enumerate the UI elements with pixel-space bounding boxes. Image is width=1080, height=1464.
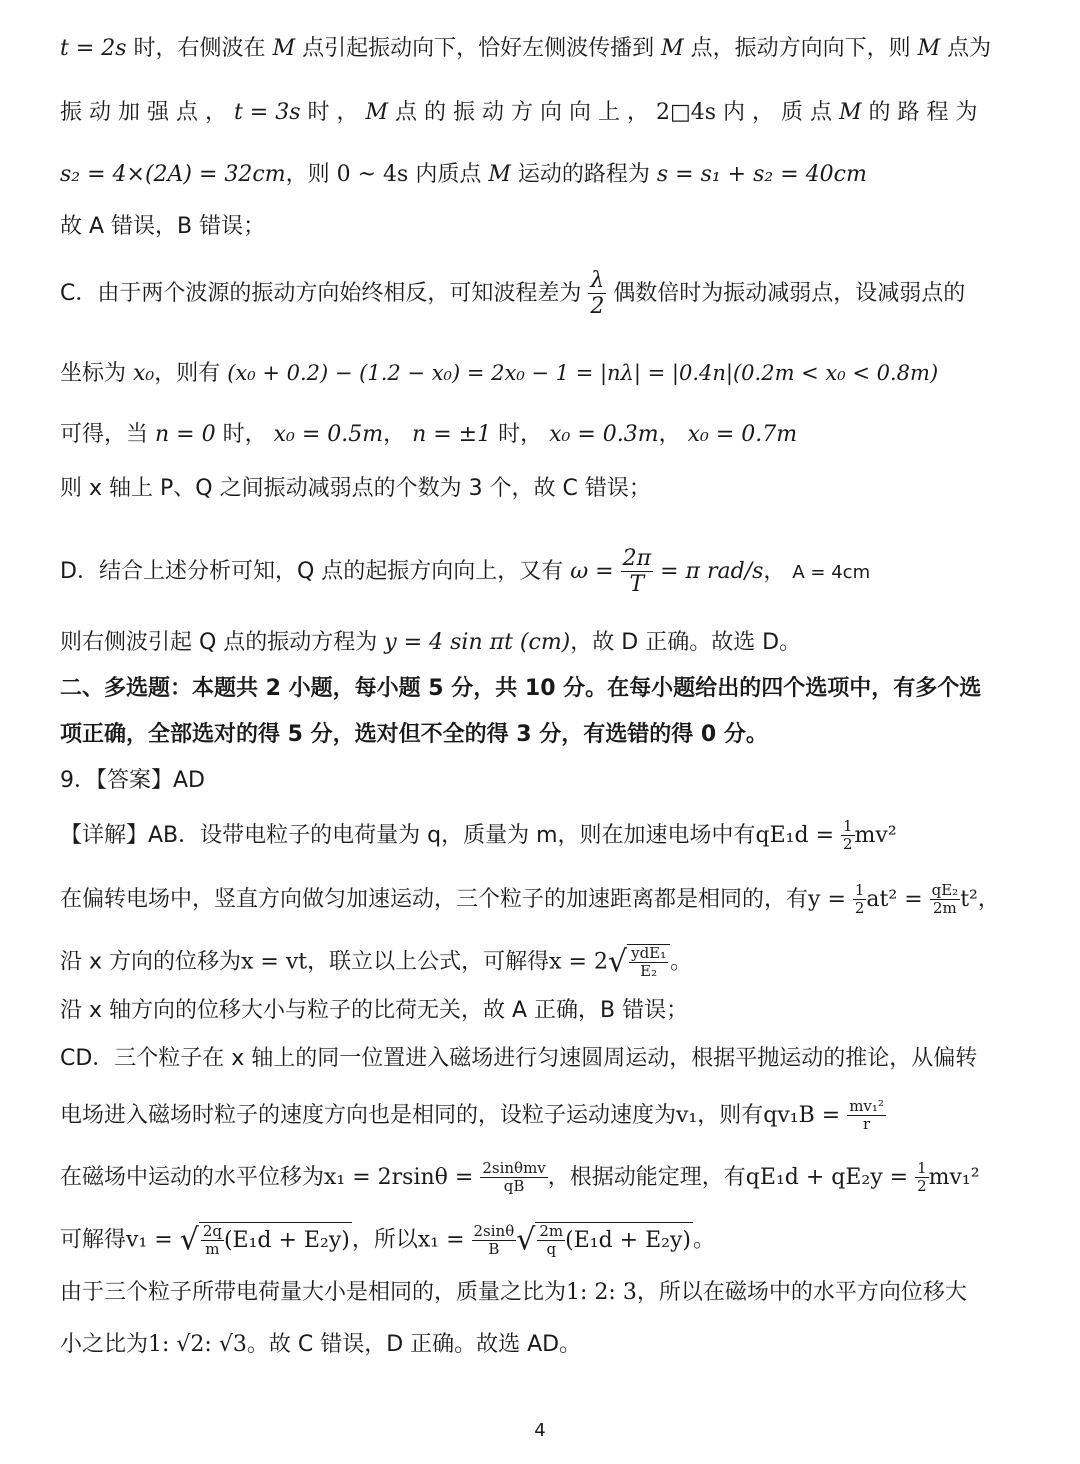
line-21 <box>60 1222 715 1259</box>
math: t²， <box>960 886 1000 912</box>
line-9 <box>60 546 870 598</box>
line-18: CD．三个粒子在 x 轴上的同一位置进入磁场进行匀速圆周运动，根据平抛运动的推论，从偏转 <box>60 1046 978 1071</box>
numerator: mv₁² <box>849 1097 884 1115</box>
text: ， <box>383 422 413 447</box>
math: mv² <box>854 822 897 848</box>
radicand <box>627 944 670 981</box>
math: v₁ <box>676 1102 698 1128</box>
line-20 <box>60 1160 980 1196</box>
text: 内 ， 质 点 <box>716 100 840 125</box>
text: 时 ， <box>300 100 366 125</box>
math: (E₁d + E₂y) <box>223 1227 350 1253</box>
text: ，联立以上公式，可解得 <box>307 949 550 975</box>
numerator: 2sinθ <box>473 1221 515 1240</box>
math: x₁ = <box>417 1227 472 1253</box>
math: s = s₁ + s₂ = 40cm <box>656 162 867 187</box>
math: t = 2s <box>60 36 127 61</box>
math: (E₁d + E₂y) <box>565 1227 691 1253</box>
math: qv₁B = <box>763 1102 848 1128</box>
text: 内质点 <box>408 162 489 187</box>
numerator: qE₂ <box>931 881 959 899</box>
text: 运动的路程为 <box>510 162 657 187</box>
text: 。 <box>693 1227 716 1253</box>
fraction <box>537 1223 565 1259</box>
math: y = <box>808 886 853 912</box>
fraction <box>853 882 867 918</box>
radicand <box>199 1222 352 1259</box>
text: 点 的 振 动 方 向 向 上 ， <box>388 100 656 125</box>
radical-sign: √ <box>607 944 628 980</box>
denominator: 2 <box>917 1177 927 1196</box>
text: 。故 C 错误，D 正确。故选 AD。 <box>246 1332 582 1357</box>
math: M <box>272 36 296 61</box>
numerator: 2q <box>202 1222 222 1240</box>
math: x₀ = 0.7m <box>687 422 798 447</box>
text: 在磁场中运动的水平位移为 <box>60 1164 325 1190</box>
line-17: 沿 x 轴方向的位移大小与粒子的比荷无关，故 A 正确，B 错误； <box>60 998 689 1023</box>
math: = π rad/s <box>653 558 764 584</box>
radicand <box>535 1222 693 1259</box>
text: 由于三个粒子所带电荷量大小是相同的，质量之比为 <box>60 1280 567 1305</box>
numerator: 2π <box>622 546 652 571</box>
math: M <box>839 100 862 125</box>
math: 2□4s <box>655 100 717 125</box>
math: 1: 2: 3 <box>566 1280 637 1305</box>
math: x₀ = 0.5m <box>273 422 384 447</box>
text: 时， <box>215 422 274 447</box>
denominator: m <box>205 1240 220 1259</box>
line-19 <box>60 1098 886 1134</box>
denominator: 2 <box>843 835 853 854</box>
math: A = 4cm <box>792 561 871 583</box>
denominator: 2m <box>933 899 957 918</box>
denominator: E₂ <box>640 962 658 981</box>
math: n = ±1 <box>412 422 492 447</box>
text: 点为 <box>940 36 992 61</box>
numerator: ydE₁ <box>631 944 667 962</box>
radical-sign: √ <box>179 1222 199 1258</box>
math: s₂ = 4×(2A) = 32cm <box>60 162 286 187</box>
math: ω = <box>570 558 621 584</box>
section-heading-line-1: 二、多选题：本题共 2 小题，每小题 5 分，共 10 分。在每小题给出的四个选项中，有多个选 <box>60 676 982 701</box>
text: ，所以在磁场中的水平方向位移大 <box>636 1280 967 1305</box>
math: x₁ = 2rsinθ = <box>324 1164 481 1190</box>
math: 0 ~ 4s <box>336 162 409 187</box>
line-5 <box>60 268 965 320</box>
text: 振 动 加 强 点 ， <box>60 100 234 125</box>
text: ，根据动能定理，有 <box>547 1164 746 1190</box>
line-23 <box>60 1330 581 1360</box>
text: 可解得 <box>60 1227 127 1253</box>
math: M <box>661 36 684 61</box>
text: 时，右侧波在 <box>126 36 273 61</box>
math: M <box>365 100 389 125</box>
line-4: 故 A 错误，B 错误； <box>60 214 266 239</box>
math: 1: √2: √3 <box>148 1332 247 1357</box>
denominator: 2 <box>590 294 605 320</box>
fraction <box>480 1160 547 1196</box>
math: qE₁d + qE₂y = <box>745 1164 916 1190</box>
denominator: q <box>546 1240 557 1259</box>
text: ，故 D 正确。故选 D。 <box>570 630 802 655</box>
fraction <box>847 1098 886 1134</box>
text: 则右侧波引起 Q 点的振动方程为 <box>60 630 385 655</box>
numerator: 1 <box>854 881 865 899</box>
radical-sign: √ <box>516 1222 536 1258</box>
text: ，所以 <box>351 1227 418 1253</box>
line-10 <box>60 628 801 658</box>
line-2 <box>60 98 978 128</box>
text: C．由于两个波源的振动方向始终相反，可知波程差为 <box>60 280 589 306</box>
line-7 <box>60 420 797 450</box>
line-14 <box>60 818 897 854</box>
denominator: qB <box>503 1177 525 1196</box>
math: at² = <box>866 886 930 912</box>
numerator: 2sinθmv <box>482 1159 546 1177</box>
line-1 <box>60 34 991 64</box>
text: 可得，当 <box>60 422 155 447</box>
denominator: B <box>488 1239 500 1258</box>
math: n = 0 <box>155 422 216 447</box>
text: 沿 x 方向的位移为 <box>60 949 242 975</box>
fraction <box>621 546 653 598</box>
fraction <box>629 945 668 981</box>
line-6 <box>60 358 938 389</box>
text: 点，振动方向向下，则 <box>683 36 918 61</box>
line-8: 则 x 轴上 P、Q 之间振动减弱点的个数为 3 个，故 C 错误； <box>60 476 651 501</box>
line-15 <box>60 882 1000 918</box>
fraction <box>472 1223 517 1259</box>
text: ，则 <box>285 162 337 187</box>
line-22 <box>60 1278 967 1308</box>
text: 的 路 程 为 <box>861 100 978 125</box>
math: t = 3s <box>233 100 301 125</box>
text: 点引起振动向下，恰好左侧波传播到 <box>295 36 662 61</box>
line-16 <box>60 944 692 981</box>
text: 电场进入磁场时粒子的速度方向也是相同的，设粒子运动速度为 <box>60 1102 677 1128</box>
text: ，则有 <box>154 361 228 386</box>
text: 。 <box>670 949 693 975</box>
text: ，则有 <box>697 1102 764 1128</box>
text: 坐标为 <box>60 361 133 386</box>
fraction <box>841 818 855 854</box>
math: x₀ = 0.3m <box>549 422 659 447</box>
math: x = 2 <box>549 949 608 975</box>
answer-line: 9．【答案】AD <box>60 768 205 793</box>
text: 【详解】AB．设带电粒子的电荷量为 q，质量为 m，则在加速电场中有 <box>60 822 756 848</box>
page-number: 4 <box>534 1420 546 1441</box>
numerator: 1 <box>843 817 853 835</box>
text: ， <box>658 422 688 447</box>
math: mv₁² <box>928 1164 980 1190</box>
math: x = vt <box>241 949 308 975</box>
denominator: T <box>629 572 645 598</box>
math: v₁ = <box>126 1227 180 1253</box>
line-3 <box>60 160 867 190</box>
denominator: r <box>862 1115 871 1134</box>
math: (x₀ + 0.2) − (1.2 − x₀) = 2x₀ − 1 = |nλ| = |0.4n|(0.2m < x₀ < 0.8m) <box>227 361 939 385</box>
numerator: 1 <box>917 1159 927 1177</box>
text: D．结合上述分析可知，Q 点的起振方向向上，又有 <box>60 558 571 584</box>
numerator: λ <box>590 268 605 293</box>
text: 在偏转电场中，竖直方向做匀加速运动，三个粒子的加速距离都是相同的，有 <box>60 886 809 912</box>
fraction <box>915 1160 929 1196</box>
fraction <box>201 1223 224 1259</box>
fraction <box>930 882 961 918</box>
math: M <box>917 36 941 61</box>
denominator: 2 <box>854 899 865 918</box>
text: 小之比为 <box>60 1332 149 1357</box>
math: x₀ <box>133 361 155 386</box>
math: y = 4 sin πt (cm) <box>384 630 571 655</box>
text: ， <box>763 558 793 584</box>
math: qE₁d = <box>755 822 841 848</box>
section-heading-line-2: 项正确，全部选对的得 5 分，选对但不全的得 3 分，有选错的得 0 分。 <box>60 722 768 747</box>
text: 偶数倍时为振动减弱点，设减弱点的 <box>606 280 966 306</box>
fraction <box>588 268 606 320</box>
math: M <box>488 162 511 187</box>
text: 时， <box>491 422 550 447</box>
numerator: 2m <box>539 1222 564 1240</box>
